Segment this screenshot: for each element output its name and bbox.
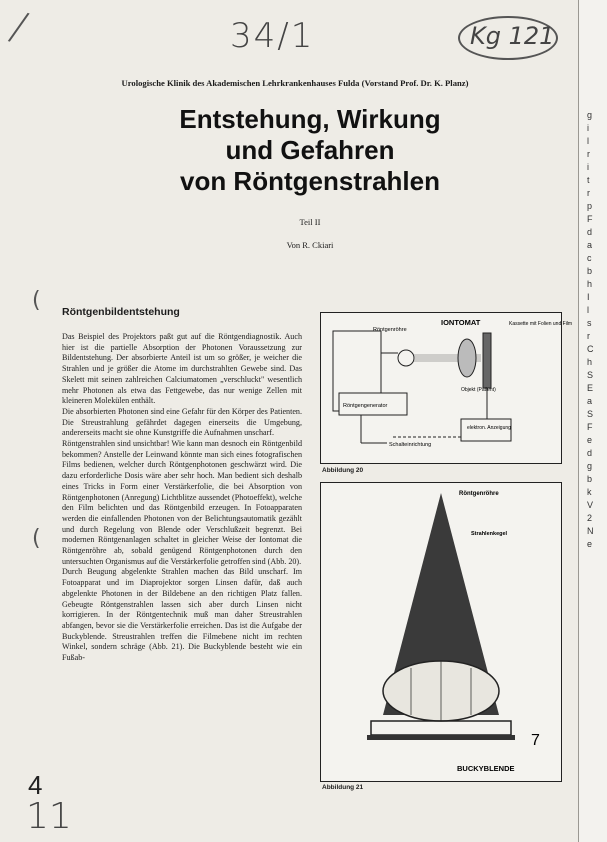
edge-letter: 2 xyxy=(587,513,593,523)
edge-letter: V xyxy=(587,500,594,510)
tube-label: Röntgenröhre xyxy=(459,491,499,497)
bucky-label: BUCKYBLENDE xyxy=(457,764,515,773)
edge-letter: t xyxy=(587,175,590,185)
figure-21-diagram xyxy=(320,482,562,782)
edge-letter: i xyxy=(587,123,589,133)
edge-letter: S xyxy=(587,409,594,419)
edge-letter: S xyxy=(587,370,594,380)
iontomat-label: IONTOMAT xyxy=(441,318,481,327)
edge-letter: d xyxy=(587,227,593,237)
edge-letter: l xyxy=(587,305,589,315)
edge-letter: b xyxy=(587,474,593,484)
edge-letter: C xyxy=(587,344,594,354)
edge-letter: s xyxy=(587,318,592,328)
edge-letter: E xyxy=(587,383,594,393)
author-line: Von R. Ckiari xyxy=(286,240,334,250)
title-line-2: und Gefahren xyxy=(225,135,395,165)
page-number: 4 xyxy=(28,770,43,800)
tube-label: Röntgenröhre xyxy=(373,327,407,333)
iontomat-schematic xyxy=(321,313,573,463)
cassette-label: Kassette mit Folien und Film xyxy=(509,321,573,327)
department-line: Urologische Klinik des Akademischen Lehrkrankenhauses Fulda (Vorstand Prof. Dr. K. Planz) xyxy=(121,78,469,88)
edge-letter: r xyxy=(587,149,590,159)
edge-letter: b xyxy=(587,266,593,276)
edge-letter: k xyxy=(587,487,592,497)
body-paragraph: Das Beispiel des Projektors paßt gut auf die Röntgendiagnostik. Auch hier ist die partielle Absorption der Photonen Voraussetzung zur Bildentstehung. Der absorbierte Anteil ist um so größer, je weicher die Strahlen und je größer die Atome im durchstrahlten Gewebe sind. Das Skelett mit seinen zahlreichen Calciumatomen „verschluckt" wesentlich mehr Photonen als etwa das Fettgewebe, das nur wenige Zellen mit kleineren Molekülen enthält. xyxy=(62,332,302,406)
object-label: Objekt (Patient) xyxy=(461,387,496,393)
edge-letter: l xyxy=(587,136,589,146)
body-column xyxy=(62,332,302,664)
generator-label: Röntgengenerator xyxy=(343,403,388,409)
edge-letter: a xyxy=(587,240,593,250)
adjacent-page-edge xyxy=(578,0,607,842)
edge-letter: F xyxy=(587,422,593,432)
edge-letter: h xyxy=(587,279,593,289)
body-paragraph: Röntgenstrahlen sind unsichtbar! Wie kann man desnoch ein Röntgenbild bekommen? Anstelle der Leinwand könnte man sich eines fotografischen Films bedienen, welcher durch Röntgenphotonen geschwärzt wird. Die dazu erforderliche Dosis wäre aber sehr hoch. Man bedient sich deshalb eines Tricks in Form einer Verstärkerfolie, die bei Absorption von Röntgenphotonen (Anregung) Lichtblitze aussendet (Photoeffekt), welche den Film belichten und das Röntgenbild erzeugen. In Fotoapparaten werden die einfallenden Photonen von der Belichtungsautomatik gezählt und durch Regelung von Blende oder Verschlußzeit begrenzt. Bei modernen Röntgenanlagen schaltet in gleicher Weise der Iontomat die Röntgenröhre ab, sobald genügend Röntgenphotonen durch den untersuchten Organismus auf die Verstärkerfolie getroffen sind (Abb. 20). xyxy=(62,439,302,566)
edge-letter: c xyxy=(587,253,592,263)
edge-letter: a xyxy=(587,396,593,406)
body-paragraph: Durch Beugung abgelenkte Strahlen machen das Bild unscharf. Im Fotoapparat und im Diaprojektor sorgen Linsen dafür, daß auch abgelenkte Photonen in der Bildebene an den richtigen Platz fallen. Gebeugte Röntgenstrahlen lassen sich aber durch Linsen nicht korrigieren. In der Röntgentechnik muß man daher Streustrahlen abfangen, bevor sie die Verstärkerfolie erreichen. Das ist die Aufgabe der Buckyblende. Streustrahlen treffen die Filmebene nicht im rechten Winkel, sondern schräge (Abb. 21). Die Buckyblende besteht wie ein Fußab- xyxy=(62,567,302,663)
edge-letter: I xyxy=(587,292,590,302)
part-label: Teil II xyxy=(299,217,321,227)
figure-21-caption: Abbildung 21 xyxy=(322,784,364,791)
edge-letter: r xyxy=(587,331,590,341)
edge-letter: g xyxy=(587,110,593,120)
edge-letter: d xyxy=(587,448,593,458)
display-label: elektron. Anzeigung xyxy=(467,425,511,431)
article-title xyxy=(110,104,510,197)
handwritten-slash: / xyxy=(5,3,33,51)
margin-bracket: ( xyxy=(32,288,41,313)
edge-letter: N xyxy=(587,526,594,536)
edge-letter: p xyxy=(587,201,593,211)
handwritten-number: 34/1 xyxy=(230,16,315,56)
cone-label: Strahlenkegel xyxy=(471,531,508,537)
edge-letter: F xyxy=(587,214,593,224)
margin-bracket: ( xyxy=(32,526,41,551)
title-line-1: Entstehung, Wirkung xyxy=(179,104,441,134)
section-heading: Röntgenbildentstehung xyxy=(62,306,180,318)
bucky-schematic xyxy=(321,483,561,781)
figure-20-caption: Abbildung 20 xyxy=(322,467,364,474)
figure-20-diagram xyxy=(320,312,573,464)
edge-letter: i xyxy=(587,162,589,172)
edge-letter: e xyxy=(587,435,593,445)
number-label: 7 xyxy=(531,732,540,749)
edge-letter: e xyxy=(587,539,593,549)
body-paragraph: Die absorbierten Photonen sind eine Gefahr für den Körper des Patienten. Die Streustrahlung gefährdet dagegen einerseits die Umgebung, andererseits macht sie ohne Kunstgriffe die Aufnahmen unscharf. xyxy=(62,406,302,438)
handwritten-circled-code: Kg 121 xyxy=(470,22,555,50)
edge-letter: h xyxy=(587,357,593,367)
switch-label: Schalteinrichtung xyxy=(389,442,432,448)
handwritten-page-number: 11 xyxy=(26,796,72,837)
edge-letter: g xyxy=(587,461,593,471)
edge-letter: r xyxy=(587,188,590,198)
title-line-3: von Röntgenstrahlen xyxy=(179,166,440,196)
